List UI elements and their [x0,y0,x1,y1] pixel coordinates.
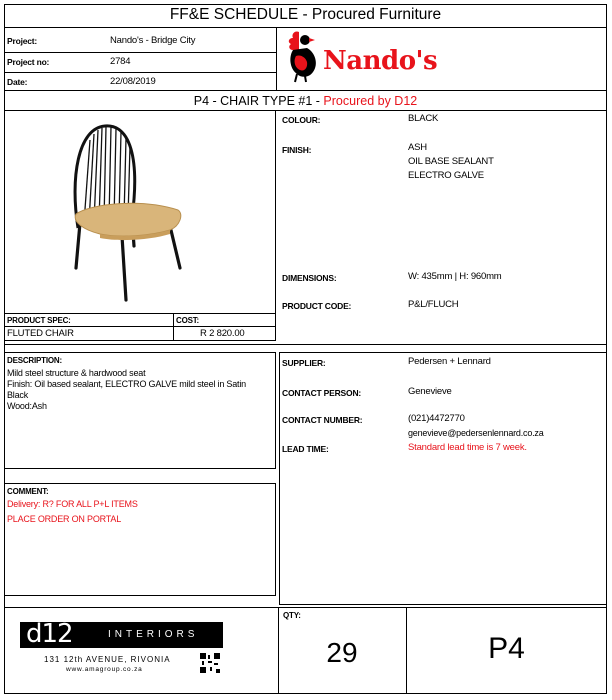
contact-person-value: Genevieve [408,386,452,397]
finish-label: FINISH: [282,145,312,155]
dimensions-value: W: 435mm | H: 960mm [408,271,502,282]
qr-code-icon [200,653,220,673]
finish-value-2: OIL BASE SEALANT [408,156,494,167]
supplier-label: SUPPLIER: [282,358,326,368]
product-code-value: P&L/FLUCH [408,299,459,310]
description-label: DESCRIPTION: [7,356,62,365]
page-title: FF&E SCHEDULE - Procured Furniture [169,6,442,23]
description-line-3: Black [7,390,29,400]
chair-image [60,118,210,303]
description-line-4: Wood:Ash [7,401,47,411]
item-code-value: P4 [488,632,525,665]
colour-value: BLACK [408,113,439,124]
project-no-label: Project no: [7,57,50,67]
d12-logo-mark: d12 [26,619,73,649]
product-code-label: PRODUCT CODE: [282,301,352,311]
item-title-main: P4 - CHAIR TYPE #1 - [193,94,324,108]
finish-value-3: ELECTRO GALVE [408,170,484,181]
qty-value: 29 [326,637,358,668]
contact-number-label: CONTACT NUMBER: [282,415,363,425]
finish-value-1: ASH [408,142,427,153]
lead-time-value: Standard lead time is 7 week. [408,442,527,453]
item-title-procured: Procured by D12 [323,94,418,108]
rooster-icon [285,28,321,84]
project-label: Project: [7,36,38,46]
d12-logo-address: 131 12th AVENUE, RIVONIA [44,655,171,664]
project-value: Nando's - Bridge City [110,35,196,46]
product-spec-value: FLUTED CHAIR [7,328,74,339]
qty-label: QTY: [283,611,301,620]
nandos-logo-text: Nando's [323,46,438,76]
contact-number-value: (021)4472770 [408,413,465,424]
item-title [4,93,607,109]
contact-person-label: CONTACT PERSON: [282,388,362,398]
description-line-2: Finish: Oil based sealant, ELECTRO GALVE mild steel in Satin [7,379,246,389]
product-spec-label: PRODUCT SPEC: [7,316,71,325]
comment-label: COMMENT: [7,487,49,496]
supplier-value: Pedersen + Lennard [408,356,491,367]
d12-logo-website: www.amagroup.co.za [66,666,143,673]
colour-label: COLOUR: [282,115,321,125]
project-no-value: 2784 [110,56,131,67]
cost-value: R 2 820.00 [200,328,245,339]
d12-logo-interiors: INTERIORS [108,629,199,640]
nandos-logo [285,28,455,86]
comment-line-1: Delivery: R? FOR ALL P+L ITEMS [7,499,138,509]
lead-time-label: LEAD TIME: [282,444,329,454]
cost-label: COST: [176,316,200,325]
date-label: Date: [7,77,28,87]
description-line-1: Mild steel structure & hardwood seat [7,368,146,378]
email-value: genevieve@pedersenlennard.co.za [408,428,544,438]
dimensions-label: DIMENSIONS: [282,273,337,283]
date-value: 22/08/2019 [110,76,156,87]
d12-logo [20,619,223,678]
comment-line-2: PLACE ORDER ON PORTAL [7,514,121,524]
